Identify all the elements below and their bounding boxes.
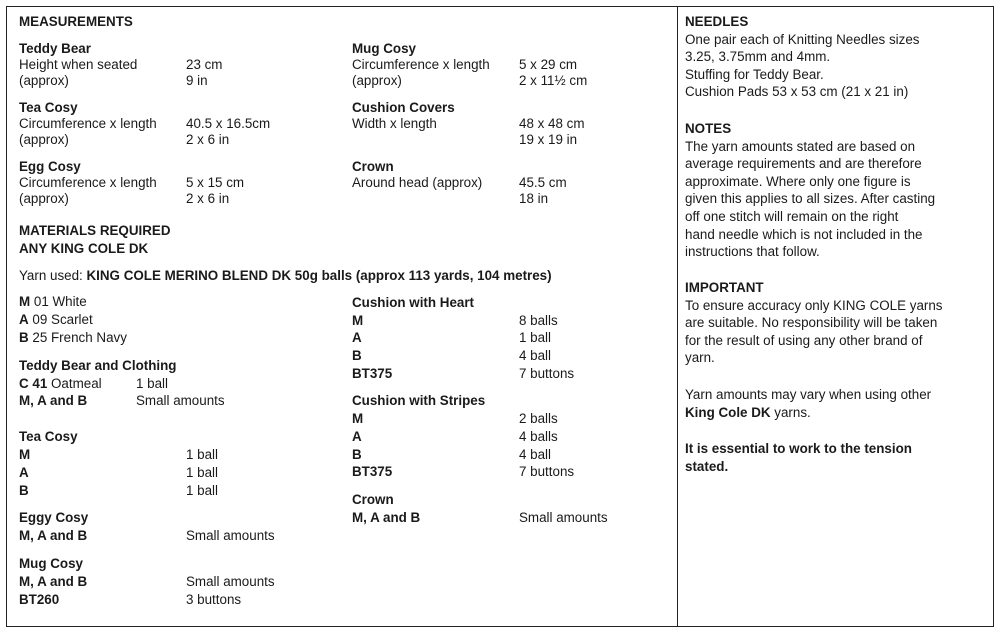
notes-line: approximate. Where only one figure is [685,173,911,189]
cushion-covers-value-cm: 48 x 48 cm [519,116,585,131]
crown-measure-value-in: 18 in [519,191,549,206]
stripes-materials-code: M [352,411,364,426]
needles-heading: NEEDLES [685,14,749,29]
mug-cosy-label: Circumference x length [352,57,490,72]
tension-note [685,440,987,475]
important-line: are suitable. No responsibility will be taken [685,315,938,331]
mug-materials-code2: BT260 [19,592,60,607]
cushion-covers-label: Width x length [352,116,437,131]
yarn-used-prefix: Yarn used: [19,268,87,283]
stripes-materials-qty: 4 ball [519,447,552,462]
crown-measure-title: Crown [352,159,394,174]
yarn-amounts-rest: yarns. [770,404,811,420]
stripes-materials-title: Cushion with Stripes [352,393,486,408]
teddy-bear-approx: (approx) [19,73,69,88]
materials-heading: MATERIALS REQUIRED [19,223,171,238]
mug-cosy-approx: (approx) [352,73,402,88]
crown-measure-label: Around head (approx) [352,175,483,190]
important-line: To ensure accuracy only KING COLE yarns [685,297,943,313]
crown-materials-qty: Small amounts [519,510,608,525]
column-divider [677,6,678,627]
colour-row-m [19,293,87,311]
yarn-used-name: KING COLE MERINO BLEND DK 50g balls (approx 113 yards, 104 metres) [86,268,552,283]
colour-code: M [19,294,31,309]
heart-materials-code: BT375 [352,366,393,381]
important-line: for the result of using any other brand of [685,332,923,348]
eggy-materials-title: Eggy Cosy [19,510,89,525]
egg-cosy-approx: (approx) [19,191,69,206]
needles-section [685,13,987,101]
tea-materials-title: Tea Cosy [19,429,78,444]
needles-line: Cushion Pads 53 x 53 cm (21 x 21 in) [685,84,909,100]
colour-code: B [19,330,29,345]
mug-cosy-value-in: 2 x 11½ cm [519,73,588,88]
crown-materials-code: M, A and B [352,510,421,525]
needles-line: Stuffing for Teddy Bear. [685,66,824,82]
colour-name: 09 Scarlet [28,312,93,327]
tea-materials-code: A [19,465,29,480]
mug-materials-qty1: Small amounts [186,574,275,589]
crown-measure-value-cm: 45.5 cm [519,175,567,190]
colour-row-a [19,311,93,329]
egg-cosy-title: Egg Cosy [19,159,81,174]
colour-name: 25 French Navy [28,330,127,345]
teddy-bear-value-in: 9 in [186,73,208,88]
important-section [685,279,987,367]
tea-cosy-value-cm: 40.5 x 16.5cm [186,116,271,131]
stripes-materials-code: BT375 [352,464,393,479]
teddy-bear-title: Teddy Bear [19,41,91,56]
teddy-materials-code2: M, A and B [19,393,88,408]
crown-materials-title: Crown [352,492,394,507]
colour-name: 01 White [30,294,87,309]
eggy-materials-qty: Small amounts [186,528,275,543]
cushion-covers-value-in: 19 x 19 in [519,132,578,147]
eggy-materials-code: M, A and B [19,528,88,543]
heart-materials-qty: 7 buttons [519,366,575,381]
tea-materials-code: B [19,483,29,498]
measurements-heading: MEASUREMENTS [19,14,133,29]
heart-materials-code: B [352,348,362,363]
stripes-materials-code: A [352,429,362,444]
teddy-materials-row1 [19,375,102,393]
important-line: yarn. [685,350,715,366]
important-heading: IMPORTANT [685,280,764,295]
egg-cosy-value-in: 2 x 6 in [186,191,230,206]
tea-cosy-label: Circumference x length [19,116,157,131]
notes-line: hand needle which is not included in the [685,226,923,242]
material-code: C 41 [19,376,48,391]
cushion-covers-title: Cushion Covers [352,100,455,115]
tension-line1: It is essential to work to the tension [685,441,912,456]
stripes-materials-qty: 4 balls [519,429,558,444]
materials-subheading: ANY KING COLE DK [19,241,149,256]
egg-cosy-label: Circumference x length [19,175,157,190]
egg-cosy-value-cm: 5 x 15 cm [186,175,245,190]
yarn-amounts-line2 [685,404,987,422]
needles-line: 3.25, 3.75mm and 4mm. [685,49,831,65]
stripes-materials-qty: 2 balls [519,411,558,426]
mug-materials-qty2: 3 buttons [186,592,242,607]
mug-materials-title: Mug Cosy [19,556,83,571]
stripes-materials-code: B [352,447,362,462]
tea-materials-qty: 1 ball [186,465,219,480]
heart-materials-code: A [352,330,362,345]
heart-materials-qty: 1 ball [519,330,552,345]
notes-line: given this applies to all sizes. After casting [685,191,936,207]
notes-heading: NOTES [685,121,732,136]
teddy-materials-title: Teddy Bear and Clothing [19,358,177,373]
yarn-brand: King Cole DK [685,404,771,420]
needles-line: One pair each of Knitting Needles sizes [685,31,920,47]
yarn-amounts-note [685,386,987,421]
teddy-materials-qty2: Small amounts [136,393,225,408]
heart-materials-qty: 8 balls [519,313,558,328]
tea-materials-code: M [19,447,31,462]
teddy-bear-value-cm: 23 cm [186,57,223,72]
heart-materials-code: M [352,313,364,328]
notes-line: average requirements and are therefore [685,156,922,172]
tea-cosy-title: Tea Cosy [19,100,78,115]
notes-section [685,120,987,261]
colour-code: A [19,312,29,327]
notes-line: The yarn amounts stated are based on [685,138,916,154]
tension-line2: stated. [685,458,729,474]
tea-cosy-value-in: 2 x 6 in [186,132,230,147]
notes-line: off one stitch will remain on the right [685,208,899,224]
yarn-amounts-line1: Yarn amounts may vary when using other [685,387,932,402]
stripes-materials-qty: 7 buttons [519,464,575,479]
tea-materials-qty: 1 ball [186,447,219,462]
notes-line: instructions that follow. [685,244,820,260]
teddy-bear-label: Height when seated [19,57,138,72]
material-name: Oatmeal [47,376,102,391]
tea-cosy-approx: (approx) [19,132,69,147]
mug-materials-code1: M, A and B [19,574,88,589]
colour-row-b [19,329,127,347]
tea-materials-qty: 1 ball [186,483,219,498]
teddy-materials-qty1: 1 ball [136,376,169,391]
heart-materials-title: Cushion with Heart [352,295,475,310]
yarn-used-line [19,267,552,285]
mug-cosy-title: Mug Cosy [352,41,416,56]
heart-materials-qty: 4 ball [519,348,552,363]
mug-cosy-value-cm: 5 x 29 cm [519,57,578,72]
